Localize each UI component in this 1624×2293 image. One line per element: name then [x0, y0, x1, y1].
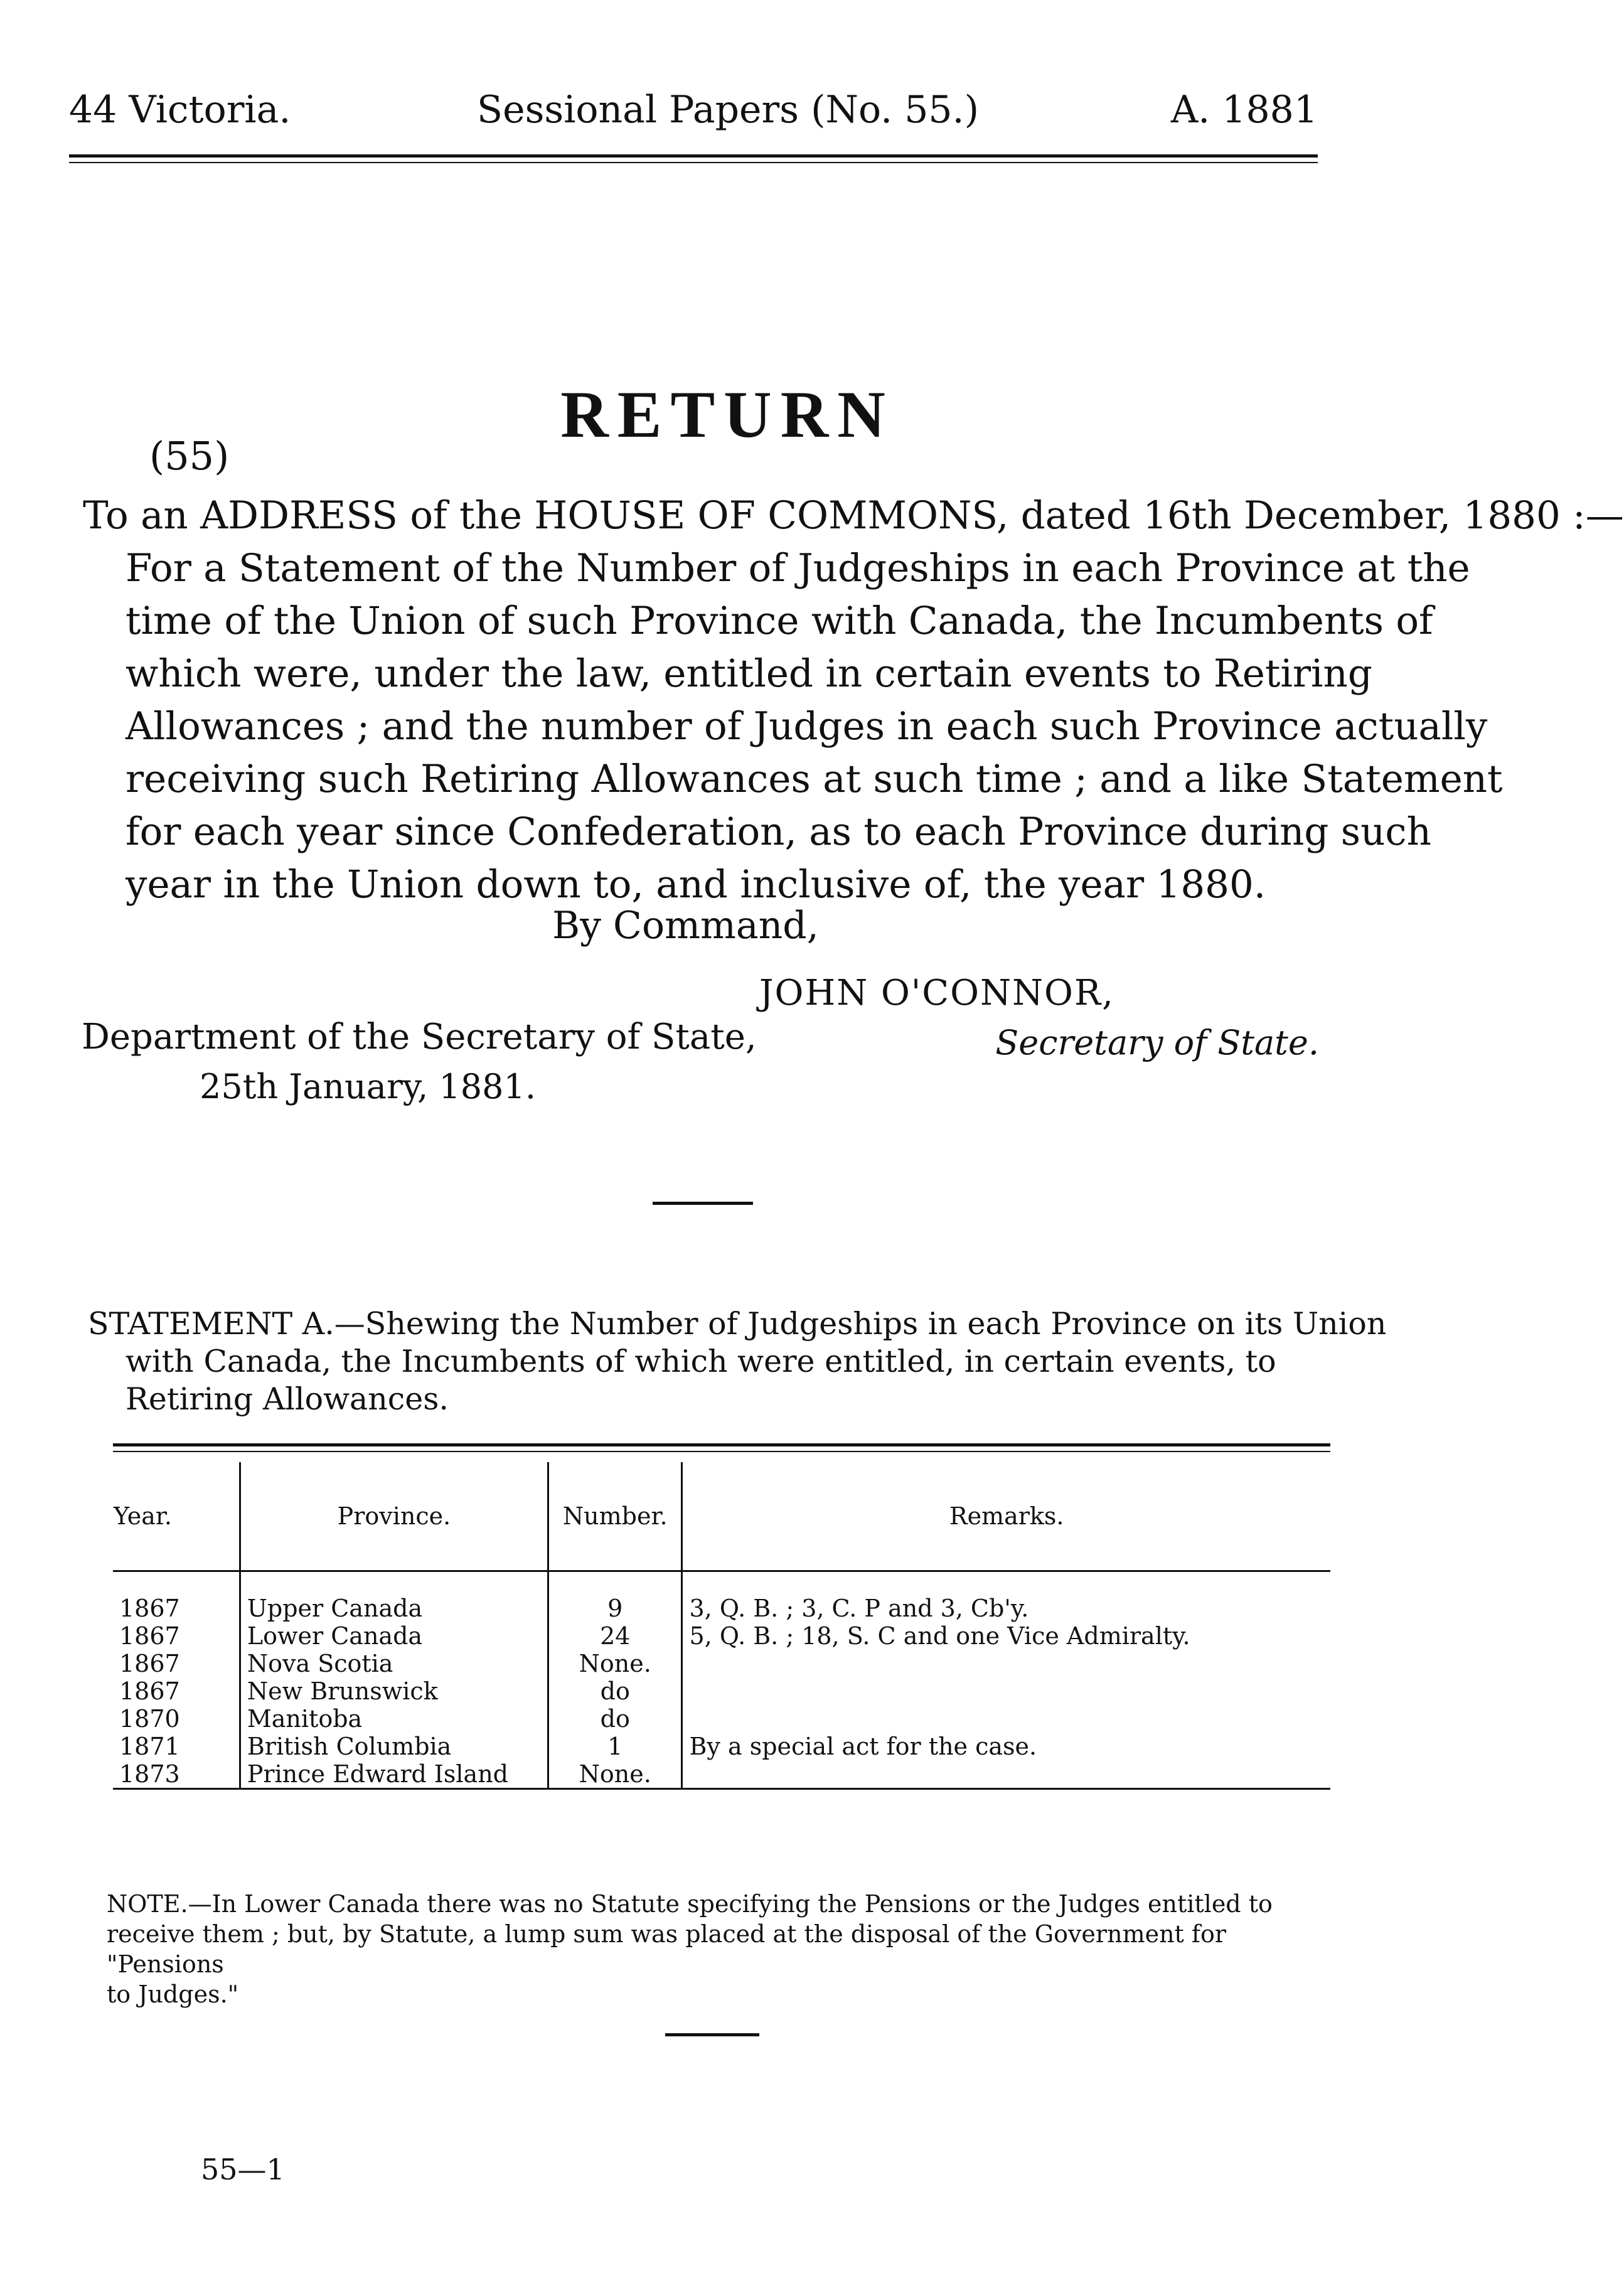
address-line: which were, under the law, entitled in certain events to Retiring [126, 651, 1372, 696]
head-rule-thick [69, 154, 1318, 158]
by-command: By Command, [552, 904, 819, 948]
table-note [107, 1889, 1318, 2009]
head-rule-thin [69, 162, 1318, 163]
cell-year: 1871 [119, 1733, 180, 1760]
table-row [113, 1571, 1330, 1623]
cell-number: 24 [548, 1622, 682, 1650]
address-line: For a Statement of the Number of Judgeships in each Province at the [126, 546, 1470, 591]
statement-line: Retiring Allowances. [126, 1381, 449, 1417]
cell-province: British Columbia [240, 1733, 548, 1760]
cell-number: 1 [548, 1733, 682, 1760]
address-line: for each year since Confederation, as to each Province during such [126, 810, 1431, 854]
header-number: Number. [548, 1462, 682, 1571]
cell-year: 1873 [113, 1760, 240, 1789]
cell-remarks [682, 1677, 1330, 1705]
running-head-right: A. 1881 [1170, 88, 1318, 132]
statement-caption [88, 1305, 1387, 1418]
cell-province: Upper Canada [240, 1571, 548, 1623]
statement-line: with Canada, the Incumbents of which were entitled, in certain events, to [126, 1344, 1276, 1379]
cell-year: 1867 [119, 1677, 180, 1705]
header-remarks: Remarks. [682, 1462, 1330, 1571]
page-folio: 55—1 [201, 2152, 285, 2186]
table-row [113, 1622, 1330, 1650]
header-year: Year. [113, 1462, 240, 1571]
cell-province: Nova Scotia [240, 1650, 548, 1677]
header-province: Province. [240, 1462, 548, 1571]
cell-province: Lower Canada [240, 1622, 548, 1650]
cell-province: Manitoba [240, 1705, 548, 1733]
cell-year: 1867 [119, 1595, 180, 1622]
cell-remarks: By a special act for the case. [689, 1733, 1037, 1760]
cell-year: 1870 [119, 1705, 180, 1733]
table-header-row [113, 1462, 1330, 1571]
table-row [113, 1705, 1330, 1733]
address-line: receiving such Retiring Allowances at such time ; and a like Statement [126, 757, 1503, 801]
cell-remarks [682, 1705, 1330, 1733]
department-line: Department of the Secretary of State, [82, 1017, 757, 1057]
cell-province: New Brunswick [240, 1677, 548, 1705]
note-line: receive them ; but, by Statute, a lump sum was placed at the disposal of the Government for "Pensions [107, 1920, 1227, 1978]
table-row [113, 1677, 1330, 1705]
note-line: NOTE.—In Lower Canada there was no Statute specifying the Pensions or the Judges entitled to [107, 1890, 1273, 1918]
cell-number: 9 [548, 1571, 682, 1623]
note-line: to Judges." [107, 1980, 239, 2008]
cell-year: 1867 [119, 1650, 180, 1677]
table-row [113, 1650, 1330, 1677]
table-top-rule-thin [113, 1451, 1330, 1452]
statement-line: STATEMENT A.—Shewing the Number of Judgeships in each Province on its Union [88, 1306, 1387, 1342]
cell-remarks [682, 1760, 1330, 1789]
cell-remarks: 3, Q. B. ; 3, C. P and 3, Cb'y. [689, 1595, 1029, 1622]
cell-number: None. [548, 1650, 682, 1677]
running-head-left: 44 Victoria. [69, 88, 291, 132]
address-line: Allowances ; and the number of Judges in each such Province actually [126, 704, 1488, 749]
signer-title: Secretary of State. [995, 1023, 1319, 1062]
cell-remarks [682, 1650, 1330, 1677]
document-number: (55) [149, 433, 230, 479]
running-head [69, 88, 1318, 138]
signer-name: JOHN O'CONNOR, [759, 973, 1114, 1013]
running-head-center: Sessional Papers (No. 55.) [477, 88, 980, 132]
judgeships-table [113, 1462, 1330, 1790]
date-line: 25th January, 1881. [200, 1067, 537, 1106]
address-line: time of the Union of such Province with Canada, the Incumbents of [126, 599, 1433, 643]
table-row [113, 1760, 1330, 1789]
cell-year: 1867 [119, 1622, 180, 1650]
table-top-rule [113, 1443, 1330, 1446]
address-line: year in the Union down to, and inclusive of, the year 1880. [126, 862, 1266, 907]
cell-province: Prince Edward Island [240, 1760, 548, 1789]
footer-divider [665, 2033, 759, 2036]
address-heading: To an ADDRESS of the HOUSE OF COMMONS, dated 16th December, 1880 :— [83, 493, 1624, 538]
page-title: RETURN [560, 378, 894, 451]
cell-number: do [548, 1677, 682, 1705]
section-divider [653, 1202, 753, 1205]
table-row [113, 1733, 1330, 1760]
cell-number: None. [548, 1760, 682, 1789]
cell-number: do [548, 1705, 682, 1733]
cell-remarks: 5, Q. B. ; 18, S. C and one Vice Admiralty. [689, 1622, 1190, 1650]
